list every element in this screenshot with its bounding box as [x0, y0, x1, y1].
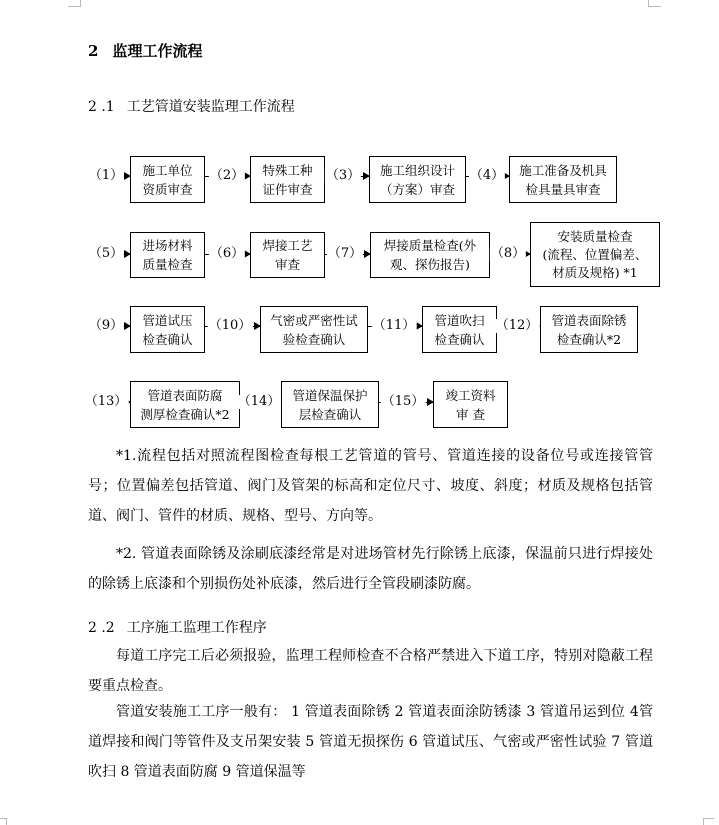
- subsection-heading: [88, 617, 267, 637]
- step-label: （15）: [381, 394, 425, 409]
- flow-box: 进场材料 质量检查: [130, 232, 205, 278]
- subsection-number: 2 .2: [88, 620, 115, 636]
- flow-box: 管道表面除锈 检查确认*2: [540, 306, 638, 353]
- section-title: 监理工作流程: [112, 42, 203, 60]
- subsection-number: 2 .1: [88, 99, 115, 115]
- section-number: 2: [88, 42, 99, 60]
- paragraph-procedures: 管道安装施工工序一般有： 1 管道表面除锈 2 管道表面涂防锈漆 3 管道吊运到位 4管道焊接和阀门等管件及支吊架安装 5 管道无损探伤 6 管道试压、气密或严密性试验 7 管道吹扫 8 管道表面防腐 9 管道保温等: [88, 704, 653, 780]
- paragraph-inspection: 每道工序完工后必须报验，监理工程师检查不合格严禁进入下道工序，特别对隐蔽工程要重点检查。: [88, 648, 653, 694]
- flow-box: 管道保温保护 层检查确认: [281, 381, 379, 428]
- flow-box: 管道试压 检查确认: [130, 306, 205, 353]
- step-label: （8）: [490, 246, 526, 261]
- step-label: （11）: [372, 318, 416, 333]
- flow-box: 竣工资料 审 查: [433, 381, 508, 428]
- step-label: （10）: [208, 318, 252, 333]
- page-corner-mark: [68, 0, 81, 7]
- flow-box: 气密或严密性试 验检查确认: [260, 306, 368, 353]
- step-label: （7）: [327, 246, 363, 261]
- flow-box: 施工单位 资质审查: [130, 156, 205, 203]
- flow-box: 管道表面防腐 测厚检查确认*2: [130, 381, 240, 428]
- subsection-title: 工艺管道安装监理工作流程: [126, 99, 295, 115]
- step-label: （5）: [88, 246, 124, 261]
- flow-box: 施工组织设计 （方案）审查: [369, 156, 466, 203]
- step-label: （4）: [469, 168, 505, 183]
- step-label: （2）: [209, 168, 245, 183]
- flow-box: 施工准备及机具 检具量具审查: [509, 156, 617, 203]
- step-label: （14）: [237, 394, 281, 409]
- flow-box: 焊接质量检查(外 观、探伤报告): [370, 232, 490, 278]
- flow-box: 焊接工艺 审查: [250, 232, 325, 278]
- section-heading: [88, 40, 202, 61]
- page-corner-mark: [648, 0, 661, 7]
- flow-box: 特殊工种 证件审查: [250, 156, 325, 203]
- step-label: （6）: [209, 246, 245, 261]
- step-label: （1）: [88, 168, 124, 183]
- step-label: （9）: [88, 318, 124, 333]
- subsection-title: 工序施工监理工作程序: [126, 620, 267, 636]
- subsection-heading: [88, 96, 295, 116]
- step-label: （12）: [495, 318, 539, 333]
- step-label: （13）: [84, 394, 128, 409]
- flow-box: 安装质量检查 (流程、位置偏差、 材质及规格) *1: [530, 222, 660, 287]
- note-2: *2. 管道表面除锈及涂刷底漆经常是对进场管材先行除锈上底漆，保温前只进行焊接处的除锈上底漆和个别损伤处补底漆，然后进行全管段刷漆防腐。: [88, 546, 653, 592]
- step-label: （3）: [325, 168, 361, 183]
- flow-box: 管道吹扫 检查确认: [422, 306, 497, 353]
- note-1: *1.流程包括对照流程图检查每根工艺管道的管号、管道连接的设备位号或连接管管号；位置偏差包括管道、阀门及管架的标高和定位尺寸、坡度、斜度；材质及规格包括管道、阀门、管件的材质、规格、型号、方向等。: [88, 448, 653, 524]
